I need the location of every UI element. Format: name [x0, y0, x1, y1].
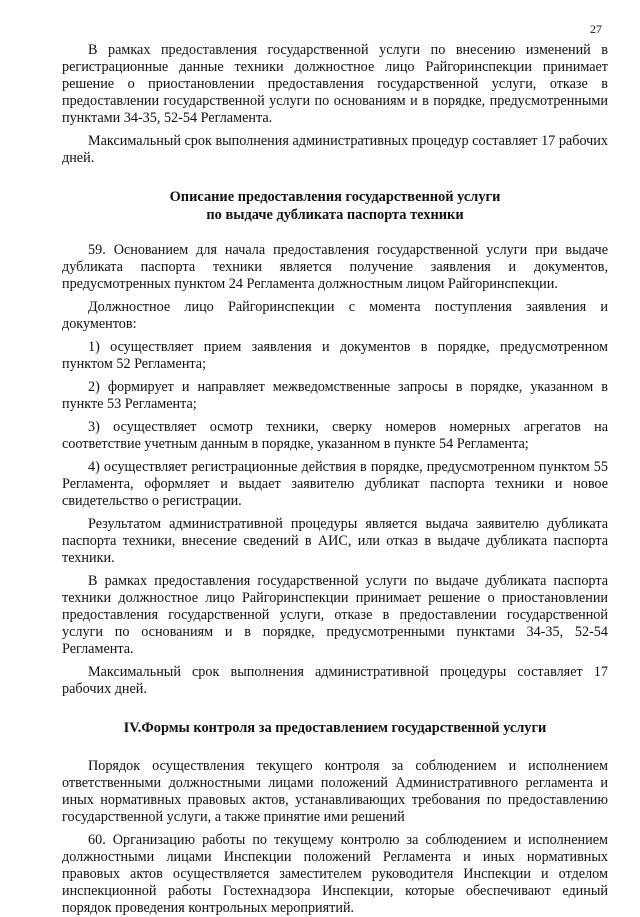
section-heading-duplicate	[62, 189, 608, 224]
section-heading-line: IV.Формы контроля за предоставлением государственной услуги	[123, 720, 547, 736]
page-number: 27	[590, 22, 602, 36]
list-item-3: 3) осуществляет осмотр техники, сверку номеров номерных агрегатов на соответствие учетным данным в порядке, указанном в пункте 54 Регламента;	[62, 419, 608, 452]
document-body	[62, 42, 608, 917]
section-heading-line: Описание предоставления государственной услуги	[169, 189, 501, 205]
paragraph-official-duties: Должностное лицо Райгоринспекции с момента поступления заявления и документов:	[62, 299, 608, 332]
paragraph-max-term-1: Максимальный срок выполнения административных процедур составляет 17 рабочих дней.	[62, 133, 608, 166]
paragraph-control-procedure: Порядок осуществления текущего контроля за соблюдением и исполнением ответственными должностными лицами положений Административного регламента и иных нормативных правовых актов, устанавливающих требования по предоставлению государственной услуги, а также принятие ими решений	[62, 757, 608, 825]
paragraph-result: Результатом административной процедуры является выдача заявителю дубликата паспорта техники, внесение сведений в АИС, или отказ в выдаче дубликата паспорта техники.	[62, 516, 608, 566]
list-item-2: 2) формирует и направляет межведомственные запросы в порядке, указанном в пункте 53 Регламента;	[62, 379, 608, 412]
list-item-1: 1) осуществляет прием заявления и документов в порядке, предусмотренном пунктом 52 Регламента;	[62, 339, 608, 372]
paragraph-max-term-2: Максимальный срок выполнения административной процедуры составляет 17 рабочих дней.	[62, 664, 608, 697]
list-item-4: 4) осуществляет регистрационные действия в порядке, предусмотренном пунктом 55 Регламента, оформляет и выдает заявителю дубликат паспорта техники и новое свидетельство о регистрации.	[62, 459, 608, 509]
paragraph-duplicate-decision: В рамках предоставления государственной услуги по выдаче дубликата паспорта техники должностное лицо Райгоринспекции принимает решение о приостановлении предоставления государственной услуги, отказе в предоставлении государственной услуги по основаниям и в порядке, предусмотренными пунктами 34-35, 52-54 Регламента.	[62, 573, 608, 657]
section-heading-control	[62, 720, 608, 738]
section-heading-line: по выдаче дубликата паспорта техники	[206, 206, 464, 223]
paragraph-registration-changes: В рамках предоставления государственной услуги по внесению изменений в регистрационные данные техники должностное лицо Райгоринспекции принимает решение о приостановлении предоставления государственной услуги, отказе в предоставлении государственной услуги по основаниям и в порядке, предусмотренными пунктами 34-35, 52-54 Регламента.	[62, 42, 608, 126]
paragraph-59: 59. Основанием для начала предоставления государственной услуги при выдаче дубликата паспорта техники является получение заявления и документов, предусмотренных пунктом 24 Регламента должностным лицом Райгоринспекции.	[62, 242, 608, 292]
paragraph-60: 60. Организацию работы по текущему контролю за соблюдением и исполнением должностными лицами Инспекции положений Регламента и иных нормативных правовых актов осуществляется заместителем руководителя Инспекции и отделом инспекционной работы Гостехнадзора Инспекции, которые обеспечивают единый порядок проведения контрольных мероприятий.	[62, 831, 608, 916]
